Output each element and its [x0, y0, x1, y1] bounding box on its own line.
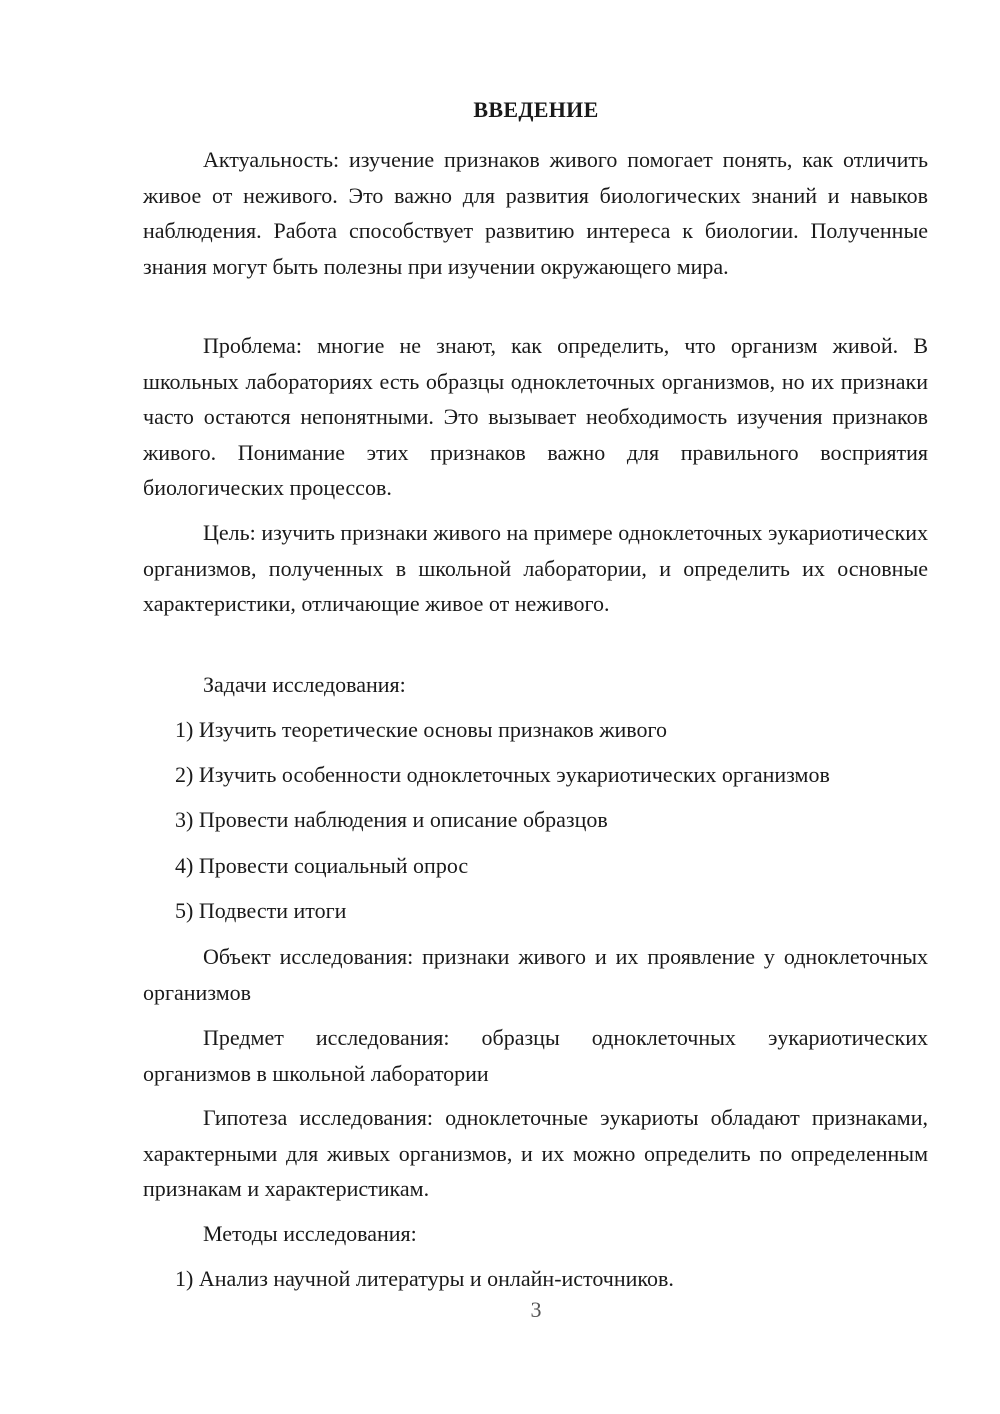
problem-paragraph: Проблема: многие не знают, как определить, что организм живой. В школьных лабораториях есть образцы одноклеточных организмов, но их признаки часто остаются непонятными. Это вызывает необходимость изучения признаков живого. Понимание этих признаков важно для правильного восприятия биологических процессов. — [143, 333, 928, 501]
goal-paragraph: Цель: изучить признаки живого на примере одноклеточных эукариотических организмов, полученных в школьной лаборатории, и определить их основные характеристики, отличающие живое от неживого. — [143, 520, 928, 617]
tasks-heading: Задачи исследования: — [203, 672, 406, 697]
task-item: 3) Провести наблюдения и описание образцов — [175, 807, 608, 832]
method-item: 1) Анализ научной литературы и онлайн-источников. — [175, 1266, 674, 1291]
task-item: 5) Подвести итоги — [175, 898, 347, 923]
task-item: 1) Изучить теоретические основы признаков живого — [175, 717, 668, 742]
subject-paragraph: Предмет исследования: образцы одноклеточных эукариотических организмов в школьной лаборатории — [143, 1025, 928, 1086]
page-number: 3 — [530, 1297, 542, 1322]
task-item: 4) Провести социальный опрос — [175, 853, 469, 878]
task-item: 2) Изучить особенности одноклеточных эукариотических организмов — [175, 762, 830, 787]
object-paragraph: Объект исследования: признаки живого и их проявление у одноклеточных организмов — [143, 944, 928, 1005]
page-title: ВВЕДЕНИЕ — [473, 97, 599, 122]
relevance-paragraph: Актуальность: изучение признаков живого помогает понять, как отличить живое от неживого. Это важно для развития биологических знаний и навыков наблюдения. Работа способствует развитию интереса к биологии. Полученные знания могут быть полезны при изучении окружающего мира. — [143, 147, 928, 279]
methods-heading: Методы исследования: — [203, 1221, 417, 1246]
hypothesis-paragraph: Гипотеза исследования: одноклеточные эукариоты обладают признаками, характерными для живых организмов, и их можно определить по определенным признакам и характеристикам. — [143, 1105, 928, 1202]
